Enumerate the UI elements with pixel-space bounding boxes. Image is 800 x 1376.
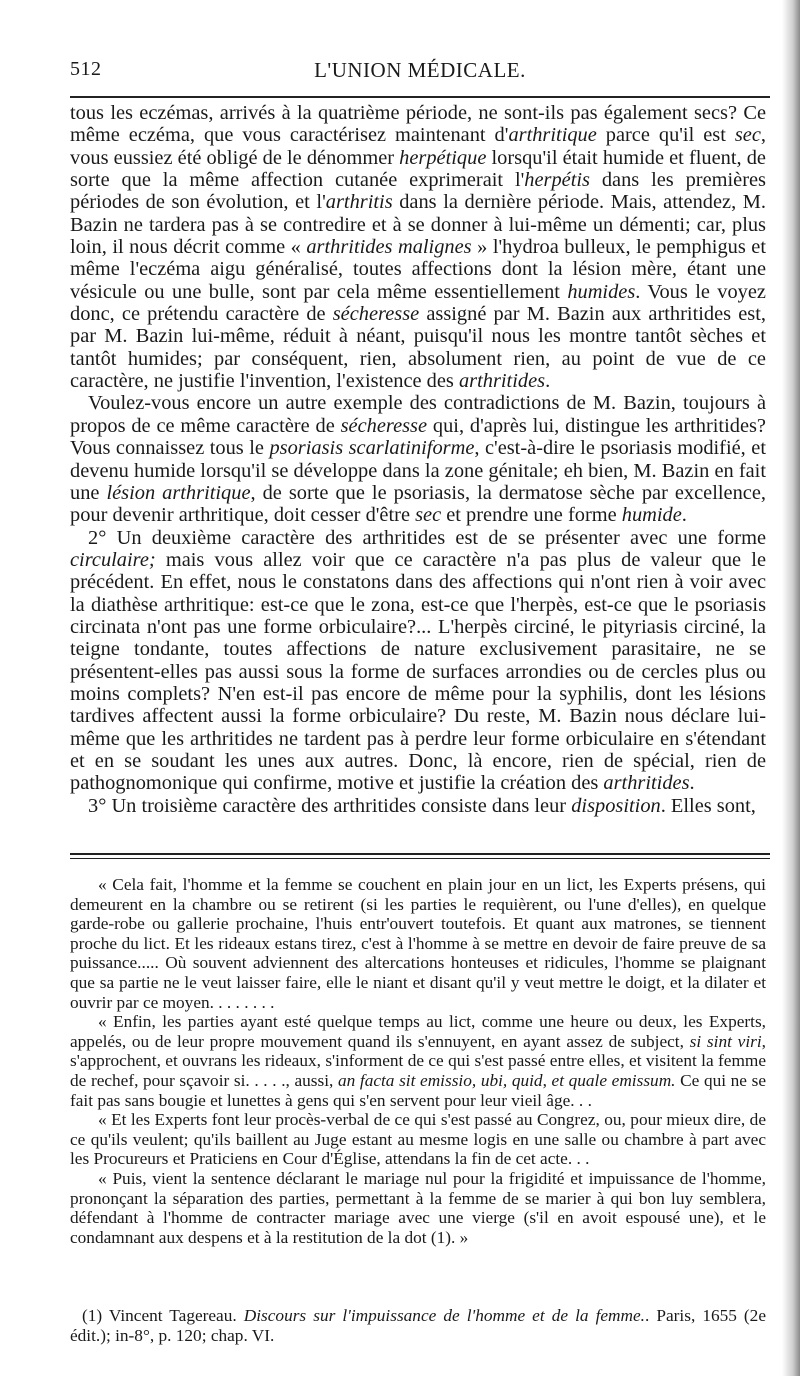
page-header — [70, 58, 770, 88]
page-number: 512 — [70, 58, 102, 80]
section-divider-thick — [70, 853, 770, 855]
paragraph-eczema: tous les eczémas, arrivés à la quatrième période, ne sont-ils pas également secs? Ce même eczéma, que vous caractérisez maintenant d'arthritique parce qu'il est sec, vous eussiez été obligé de le dénommer herpétique lorsqu'il était humide et fluent, de sorte que la même affection cutanée exprimerait l'herpétis dans les premières périodes de son évolution, et l'arthritis dans la dernière période. Mais, attendez, M. Bazin ne tardera pas à se contredire et à se donner à lui-même un démenti; car, plus loin, il nous décrit comme « arthritides malignes » l'hydroa bulleux, le pemphigus et même l'eczéma aigu généralisé, toutes affections dont la lésion mère, étant une vésicule ou une bulle, sont par cela même essentiellement humides. Vous le voyez donc, ce prétendu caractère de sécheresse assigné par M. Bazin aux arthritides est, par M. Bazin lui-même, réduit à néant, puisqu'il nous les montre tantôt sèches et tantôt humides; par conséquent, rien, absolument rien, au point de vue de ce caractère, ne justifie l'invention, l'existence des arthritides. — [70, 102, 767, 393]
quote-paragraph-1: « Cela fait, l'homme et la femme se couchent en plain jour en un lict, les Experts présens, qui demeurent en la chambre ou se retirent (si les parties le requièrent, ou l'une d'elles), en quelque garde-robe ou gallerie prochaine, l'huis entr'ouvert toutefois. Et quant aux matrones, se tiennent proche du lict. Et les rideaux estans tirez, c'est à l'homme à se mettre en devoir de faire preuve de sa puissance..... Où souvent adviennent des altercations honteuses et ridicules, l'homme se plaignant que sa partie ne le veut laisser faire, elle le niant et disant qu'il y veut mettre le doigt, et la dilater et ouvrir par ce moyen. . . . . . . . — [70, 875, 766, 1012]
book-spine-shadow — [782, 0, 800, 1376]
quote-paragraph-2: « Enfin, les parties ayant esté quelque temps au lict, comme une heure ou deux, les Experts, appelés, ou de leur propre mouvement quand ils s'ennuyent, en ayant assez de subject, si sint viri, s'approchent, et ouvrans les rideaux, s'informent de ce qui s'est passé entre elles, et visitent la femme de rechef, pour sçavoir si. . . . ., aussi, an facta sit emissio, ubi, quid, et quale emissum. Ce qui ne se fait pas sans bougie et lunettes à gens qui s'en servent pour leur vieil âge. . . — [70, 1012, 766, 1110]
footnote — [70, 1306, 766, 1346]
footnote-citation: (1) Vincent Tagereau. Discours sur l'impuissance de l'homme et de la femme.. Paris, 1655 (2e édit.); in-8°, p. 120; chap. VI. — [70, 1306, 766, 1345]
quoted-passage — [70, 875, 766, 1247]
paragraph-circular-form: 2° Un deuxième caractère des arthritides est de se présenter avec une forme circulaire; mais vous allez voir que ce caractère n'a pas plus de valeur que le précédent. En effet, nous le constatons dans des affections qui n'ont rien à voir avec la diathèse arthritique: est-ce que le zona, est-ce que l'herpès, est-ce que le psoriasis circinata n'ont pas une forme orbiculaire?... L'herpès circiné, le pityriasis circiné, la teigne tondante, toutes affections de nature exclusivement parasitaire, ne se présentent-elles pas aussi sous la forme de surfaces arrondies ou de cercles plus ou moins complets? N'en est-il pas encore de même pour la syphilis, dont les lésions tardives affectent aussi la forme orbiculaire? Du reste, M. Bazin nous déclare lui-même que les arthritides ne tardent pas à perdre leur forme orbiculaire en s'étendant et en se soudant les unes aux autres. Donc, là encore, rien de spécial, rien de pathognomonique qui confirme, motive et justifie la création des arthritides. — [70, 526, 766, 795]
paragraph-disposition: 3° Un troisième caractère des arthritides consiste dans leur disposition. Elles sont, — [88, 794, 756, 817]
header-rule — [70, 96, 770, 98]
quote-paragraph-3: « Et les Experts font leur procès-verbal de ce qui s'est passé au Congrez, ou, pour mieux dire, de ce qu'ils veulent; qu'ils baillent au Juge estant au mesme logis en une salle ou chambre à part avec les Procureurs et Praticiens en Cour d'Église, attendans la fin de cet acte. . . — [70, 1110, 766, 1169]
main-text — [70, 102, 766, 817]
quote-paragraph-4: « Puis, vient la sentence déclarant le mariage nul pour la frigidité et impuissance de l'homme, prononçant la séparation des parties, permettant à la femme de se marier à qui bon luy semblera, défendant à l'homme de contracter mariage avec une vierge (s'il en avoit espousé une), et le condamnant aux despens et à la restitution de la dot (1). » — [70, 1168, 766, 1247]
paragraph-psoriasis: Voulez-vous encore un autre exemple des contradictions de M. Bazin, toujours à propos de ce même caractère de sécheresse qui, d'après lui, distingue les arthritides? Vous connaissez tous le psoriasis scarlatiniforme, c'est-à-dire le psoriasis modifié, et devenu humide lorsqu'il se développe dans la zone génitale; eh bien, M. Bazin en fait une lésion arthritique, de sorte que le psoriasis, la dermatose sèche par excellence, pour devenir arthritique, doit cesser d'être sec et prendre une forme humide. — [70, 392, 767, 527]
journal-title: L'UNION MÉDICALE. — [314, 58, 526, 82]
section-divider-thin — [70, 858, 770, 859]
journal-page — [70, 0, 770, 1376]
